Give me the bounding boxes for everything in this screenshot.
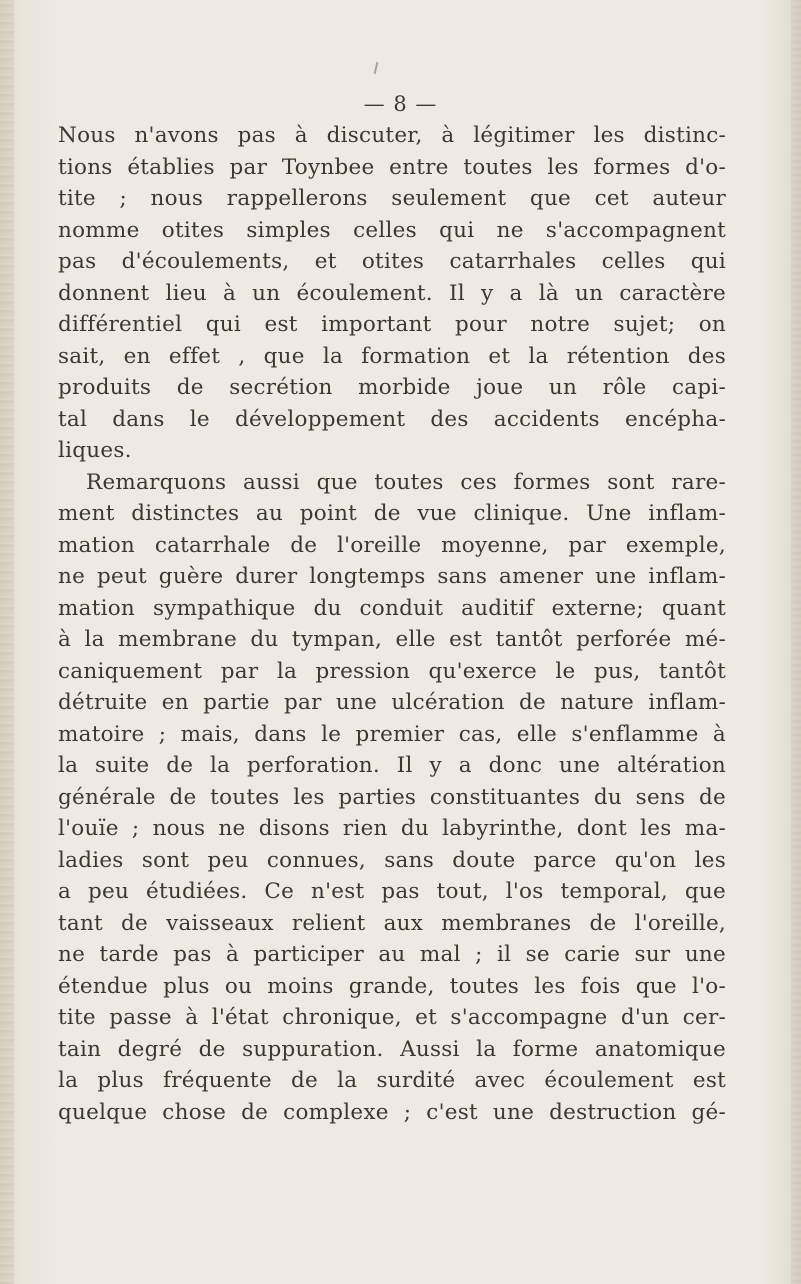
text-line: différentiel qui est important pour notre sujet; on — [58, 312, 726, 337]
text-line: la suite de la perforation. Il y a donc une altération — [58, 753, 726, 778]
text-line: ladies sont peu connues, sans doute parce qu'on les — [58, 847, 726, 873]
text-line: étendue plus ou moins grande, toutes les fois que l'o- — [58, 973, 726, 999]
page-number-header: — 8 — — [363, 92, 438, 116]
text-line: nomme otites simples celles qui ne s'accompagnent — [58, 217, 726, 243]
text-line: tal dans le développement des accidents encépha- — [58, 406, 726, 432]
page-left-edge — [0, 0, 14, 1284]
text-line: donnent lieu à un écoulement. Il y a là un caractère — [58, 280, 726, 306]
page-right-edge — [791, 0, 801, 1284]
text-line: ne peut guère durer longtemps sans amener une inflam- — [58, 564, 726, 589]
text-line: pas d'écoulements, et otites catarrhales celles qui — [58, 249, 726, 274]
text-line: ne tarde pas à participer au mal ; il se carie sur une — [58, 942, 726, 967]
text-line: a peu étudiées. Ce n'est pas tout, l'os temporal, que — [58, 879, 726, 904]
text-line: tite ; nous rappellerons seulement que cet auteur — [58, 186, 726, 211]
text-line: tite passe à l'état chronique, et s'accompagne d'un cer- — [58, 1005, 726, 1030]
text-line: matoire ; mais, dans le premier cas, elle s'enflamme à — [58, 721, 726, 747]
text-line: tain degré de suppuration. Aussi la forme anatomique — [58, 1036, 726, 1062]
text-line: Nous n'avons pas à discuter, à légitimer les distinc- — [58, 123, 726, 148]
text-line: caniquement par la pression qu'exerce le pus, tantôt — [58, 658, 726, 684]
text-line: mation sympathique du conduit auditif externe; quant — [58, 595, 726, 621]
text-line: Remarquons aussi que toutes ces formes sont rare- — [86, 469, 726, 495]
body-text — [58, 120, 726, 1128]
text-line: sait, en effet , que la formation et la rétention des — [58, 343, 726, 369]
text-line: détruite en partie par une ulcération de nature inflam- — [58, 690, 726, 715]
text-line: produits de secrétion morbide joue un rôle capi- — [58, 375, 726, 400]
text-line: mation catarrhale de l'oreille moyenne, par exemple, — [58, 532, 726, 558]
text-line: la plus fréquente de la surdité avec écoulement est — [58, 1068, 726, 1093]
text-line: tions établies par Toynbee entre toutes les formes d'o- — [58, 154, 726, 180]
text-line: ment distinctes au point de vue clinique. Une inflam- — [58, 501, 726, 526]
text-line: l'ouïe ; nous ne disons rien du labyrinthe, dont les ma- — [58, 816, 726, 841]
text-line: quelque chose de complexe ; c'est une destruction gé- — [58, 1099, 726, 1125]
pencil-mark — [374, 62, 379, 74]
text-line: liques. — [58, 438, 132, 463]
text-line: à la membrane du tympan, elle est tantôt perforée mé- — [58, 627, 726, 652]
text-line: tant de vaisseaux relient aux membranes de l'oreille, — [58, 910, 726, 936]
text-line: générale de toutes les parties constituantes du sens de — [58, 784, 726, 810]
